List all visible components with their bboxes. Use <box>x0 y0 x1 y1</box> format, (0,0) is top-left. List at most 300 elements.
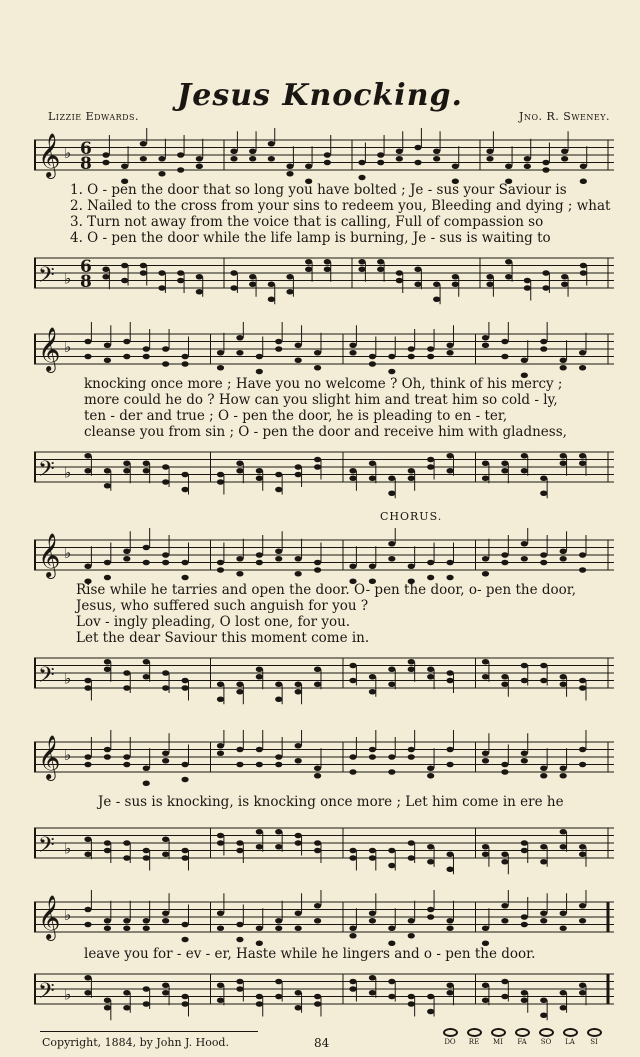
note-head-icon <box>443 1028 458 1037</box>
time-signature-denominator: 8 <box>80 154 92 174</box>
note-head-icon <box>217 350 224 356</box>
note-head-icon <box>524 278 531 284</box>
note-head-icon <box>433 296 440 302</box>
note-head-icon <box>521 997 528 1003</box>
system-5-bass-staff <box>34 962 614 1028</box>
note-head-icon <box>275 925 282 931</box>
note-head-icon <box>560 773 567 779</box>
note-head-icon <box>427 464 434 470</box>
note-head-icon <box>540 552 547 558</box>
note-head-icon <box>275 472 282 478</box>
note-head-icon <box>482 982 489 988</box>
note-head-icon <box>521 848 528 854</box>
note-head-icon <box>521 357 528 363</box>
lyricist-credit: Lizzie Edwards. <box>48 110 140 123</box>
note-head-icon <box>236 335 243 341</box>
note-head-icon <box>501 762 508 768</box>
note-head-icon <box>275 346 282 352</box>
note-head-icon <box>482 659 489 665</box>
note-head-icon <box>256 674 263 680</box>
note-head-icon <box>521 663 528 669</box>
solfege-syllable: DO <box>444 1038 456 1046</box>
note-head-icon <box>295 556 302 562</box>
note-head-icon <box>256 844 263 850</box>
bass-clef-icon: 𝄢 <box>38 263 55 293</box>
note-head-icon <box>143 986 150 992</box>
note-head-icon <box>230 156 237 162</box>
note-head-icon <box>501 859 508 865</box>
note-head-icon <box>482 997 489 1003</box>
note-head-icon <box>84 836 91 842</box>
note-head-icon <box>369 361 376 367</box>
note-head-icon <box>349 563 356 569</box>
note-head-icon <box>501 769 508 775</box>
note-head-icon <box>579 990 586 996</box>
note-head-icon <box>482 556 489 562</box>
note-head-icon <box>268 296 275 302</box>
note-head-icon <box>143 468 150 474</box>
note-head-icon <box>104 468 111 474</box>
note-head-icon <box>217 982 224 988</box>
note-head-icon <box>256 762 263 768</box>
note-head-icon <box>275 754 282 760</box>
note-head-icon <box>349 986 356 992</box>
note-head-icon <box>540 346 547 352</box>
note-head-icon <box>217 925 224 931</box>
lyric-line: 1. O - pen the door that so long you have bolted ; Je - sus your Saviour is <box>70 182 567 198</box>
note-head-icon <box>369 689 376 695</box>
note-head-icon <box>295 681 302 687</box>
note-head-icon <box>540 844 547 850</box>
note-head-icon <box>84 762 91 768</box>
note-head-icon <box>349 855 356 861</box>
note-head-icon <box>123 762 130 768</box>
note-head-icon <box>104 666 111 672</box>
note-head-icon <box>236 986 243 992</box>
note-head-icon <box>427 346 434 352</box>
note-head-icon <box>314 918 321 924</box>
solfege-note <box>560 1028 580 1046</box>
note-head-icon <box>286 289 293 295</box>
note-head-icon <box>579 903 586 909</box>
note-head-icon <box>561 156 568 162</box>
note-head-icon <box>486 281 493 287</box>
page-number: 84 <box>314 1036 330 1050</box>
solfege-note <box>440 1028 460 1046</box>
note-head-icon <box>143 925 150 931</box>
note-head-icon <box>275 762 282 768</box>
note-head-icon <box>123 339 130 345</box>
note-head-icon <box>369 918 376 924</box>
flat-icon: ♭ <box>64 985 72 1004</box>
note-head-icon <box>181 777 188 783</box>
bass-staff-1 <box>34 246 614 312</box>
note-head-icon <box>524 163 531 169</box>
bass-clef-icon: 𝄢 <box>38 663 55 693</box>
note-head-icon <box>123 548 130 554</box>
note-head-icon <box>501 918 508 924</box>
note-head-icon <box>427 773 434 779</box>
note-head-icon <box>540 475 547 481</box>
note-head-icon <box>123 460 130 466</box>
note-head-icon <box>102 274 109 280</box>
note-head-icon <box>123 1005 130 1011</box>
note-head-icon <box>140 263 147 269</box>
note-head-icon <box>486 148 493 154</box>
note-head-icon <box>349 925 356 931</box>
note-head-icon <box>446 670 453 676</box>
note-head-icon <box>295 925 302 931</box>
note-head-icon <box>560 556 567 562</box>
note-head-icon <box>433 148 440 154</box>
note-head-icon <box>181 354 188 360</box>
note-head-icon <box>236 922 243 928</box>
note-head-icon <box>408 1001 415 1007</box>
lyric-line: Let the dear Saviour this moment come in. <box>76 630 370 646</box>
note-head-icon <box>501 903 508 909</box>
note-head-icon <box>414 145 421 151</box>
note-head-icon <box>560 829 567 835</box>
note-head-icon <box>256 747 263 753</box>
note-head-icon <box>560 365 567 371</box>
note-head-icon <box>295 990 302 996</box>
solfege-syllable: FA <box>517 1038 527 1046</box>
note-head-icon <box>162 758 169 764</box>
note-head-icon <box>482 851 489 857</box>
note-head-icon <box>540 678 547 684</box>
note-head-icon <box>181 855 188 861</box>
note-head-icon <box>377 160 384 166</box>
note-head-icon <box>217 472 224 478</box>
note-head-icon <box>540 918 547 924</box>
lyric-line: Jesus, who suffered such anguish for you ? <box>76 598 369 614</box>
note-head-icon <box>433 281 440 287</box>
note-head-icon <box>236 979 243 985</box>
treble-staff-4 <box>34 730 614 792</box>
note-head-icon <box>314 994 321 1000</box>
note-head-icon <box>143 780 150 786</box>
note-head-icon <box>427 354 434 360</box>
note-head-icon <box>314 457 321 463</box>
note-head-icon <box>388 556 395 562</box>
note-head-icon <box>314 765 321 771</box>
note-head-icon <box>560 460 567 466</box>
note-head-icon <box>256 925 263 931</box>
note-head-icon <box>580 263 587 269</box>
note-head-icon <box>314 1001 321 1007</box>
lyric-line: knocking once more ; Have you no welcome ? Oh, think of his mercy ; <box>84 376 563 392</box>
note-head-icon <box>162 552 169 558</box>
note-head-icon <box>104 997 111 1003</box>
note-head-icon <box>275 918 282 924</box>
note-head-icon <box>217 750 224 756</box>
note-head-icon <box>295 743 302 749</box>
note-head-icon <box>482 475 489 481</box>
treble-clef-icon: 𝄞 <box>38 533 61 577</box>
note-head-icon <box>542 167 549 173</box>
note-head-icon <box>369 848 376 854</box>
flat-icon: ♭ <box>64 338 72 356</box>
flat-icon: ♭ <box>64 544 72 562</box>
note-head-icon <box>196 274 203 280</box>
note-head-icon <box>579 762 586 768</box>
note-head-icon <box>162 982 169 988</box>
note-head-icon <box>408 855 415 861</box>
note-head-icon <box>446 990 453 996</box>
note-head-icon <box>505 274 512 280</box>
note-head-icon <box>427 674 434 680</box>
note-head-icon <box>143 659 150 665</box>
note-head-icon <box>414 281 421 287</box>
note-head-icon <box>196 289 203 295</box>
note-head-icon <box>446 575 453 581</box>
note-head-icon <box>104 483 111 489</box>
note-head-icon <box>143 346 150 352</box>
note-head-icon <box>427 765 434 771</box>
note-head-icon <box>143 460 150 466</box>
note-head-icon <box>408 475 415 481</box>
note-head-icon <box>162 990 169 996</box>
note-head-icon <box>540 773 547 779</box>
note-head-icon <box>249 156 256 162</box>
note-head-icon <box>324 259 331 265</box>
note-head-icon <box>177 270 184 276</box>
note-head-icon <box>482 844 489 850</box>
note-head-icon <box>482 750 489 756</box>
note-head-icon <box>414 266 421 272</box>
note-head-icon <box>561 148 568 154</box>
note-head-icon <box>162 361 169 367</box>
treble-clef-icon: 𝄞 <box>38 895 61 939</box>
note-head-icon <box>236 937 243 943</box>
note-head-icon <box>369 754 376 760</box>
note-head-icon <box>579 844 586 850</box>
note-head-icon <box>446 453 453 459</box>
note-head-icon <box>104 848 111 854</box>
note-head-icon <box>452 274 459 280</box>
note-head-icon <box>181 848 188 854</box>
note-head-icon <box>349 979 356 985</box>
note-head-icon <box>486 274 493 280</box>
note-head-icon <box>314 681 321 687</box>
note-head-icon <box>162 910 169 916</box>
note-head-icon <box>446 762 453 768</box>
note-head-icon <box>396 270 403 276</box>
flat-icon: ♭ <box>64 144 72 162</box>
system-2-lyrics <box>84 376 567 440</box>
note-head-icon <box>560 765 567 771</box>
note-head-icon <box>501 460 508 466</box>
note-head-icon <box>579 460 586 466</box>
note-head-icon <box>123 556 130 562</box>
note-head-icon <box>84 685 91 691</box>
note-head-icon <box>408 747 415 753</box>
note-head-icon <box>295 571 302 577</box>
system-4-bass-staff <box>34 816 614 882</box>
note-head-icon <box>256 1001 263 1007</box>
note-head-icon <box>230 285 237 291</box>
note-head-icon <box>121 278 128 284</box>
note-head-icon <box>143 674 150 680</box>
note-head-icon <box>295 342 302 348</box>
note-head-icon <box>217 560 224 566</box>
note-head-icon <box>540 663 547 669</box>
note-head-icon <box>162 346 169 352</box>
treble-clef-icon: 𝄞 <box>38 327 61 371</box>
note-head-icon <box>275 339 282 345</box>
note-head-icon <box>580 163 587 169</box>
note-head-icon <box>540 339 547 345</box>
note-head-icon <box>446 918 453 924</box>
note-head-icon <box>196 163 203 169</box>
note-head-icon <box>388 369 395 375</box>
note-head-icon <box>349 769 356 775</box>
note-head-icon <box>314 350 321 356</box>
note-head-icon <box>560 844 567 850</box>
note-head-icon <box>104 342 111 348</box>
note-head-icon <box>181 762 188 768</box>
note-head-icon <box>388 863 395 869</box>
note-head-icon <box>84 354 91 360</box>
note-head-icon <box>501 674 508 680</box>
note-head-icon <box>369 910 376 916</box>
note-head-icon <box>104 575 111 581</box>
note-head-icon <box>446 982 453 988</box>
note-head-icon <box>84 678 91 684</box>
note-head-icon <box>515 1028 530 1037</box>
note-head-icon <box>84 907 91 913</box>
note-head-icon <box>369 460 376 466</box>
note-head-icon <box>563 1028 578 1037</box>
note-head-icon <box>158 171 165 177</box>
flat-icon: ♭ <box>64 906 72 924</box>
note-head-icon <box>414 160 421 166</box>
note-head-icon <box>349 350 356 356</box>
note-head-icon <box>102 152 109 158</box>
chorus-label: CHORUS. <box>380 510 443 523</box>
note-head-icon <box>408 918 415 924</box>
note-head-icon <box>256 475 263 481</box>
note-head-icon <box>540 490 547 496</box>
note-head-icon <box>349 933 356 939</box>
note-head-icon <box>268 141 275 147</box>
treble-staff-1 <box>34 128 614 190</box>
note-head-icon <box>217 696 224 702</box>
note-head-icon <box>408 666 415 672</box>
note-head-icon <box>427 575 434 581</box>
note-head-icon <box>158 156 165 162</box>
note-head-icon <box>579 567 586 573</box>
note-head-icon <box>256 468 263 474</box>
note-head-icon <box>408 354 415 360</box>
note-head-icon <box>123 855 130 861</box>
note-head-icon <box>256 829 263 835</box>
note-head-icon <box>377 152 384 158</box>
note-head-icon <box>579 365 586 371</box>
note-head-icon <box>482 758 489 764</box>
note-head-icon <box>295 840 302 846</box>
note-head-icon <box>540 859 547 865</box>
solfege-syllable: LA <box>565 1038 575 1046</box>
note-head-icon <box>579 552 586 558</box>
note-head-icon <box>295 464 302 470</box>
note-head-icon <box>275 681 282 687</box>
note-head-icon <box>256 560 263 566</box>
time-signature-denominator: 8 <box>80 272 92 292</box>
note-head-icon <box>388 541 395 547</box>
note-head-icon <box>181 487 188 493</box>
note-head-icon <box>579 851 586 857</box>
note-head-icon <box>104 357 111 363</box>
note-head-icon <box>452 281 459 287</box>
note-head-icon <box>446 851 453 857</box>
note-head-icon <box>181 575 188 581</box>
note-head-icon <box>256 354 263 360</box>
lyric-line: ten - der and true ; O - pen the door, he is pleading to en - ter, <box>84 408 508 424</box>
solfege-syllable: RE <box>468 1038 480 1046</box>
note-head-icon <box>542 160 549 166</box>
note-head-icon <box>521 990 528 996</box>
note-head-icon <box>505 163 512 169</box>
note-head-icon <box>104 754 111 760</box>
note-head-icon <box>396 156 403 162</box>
note-head-icon <box>295 1005 302 1011</box>
note-head-icon <box>162 670 169 676</box>
note-head-icon <box>236 689 243 695</box>
note-head-icon <box>446 925 453 931</box>
system-3-treble-staff <box>34 528 614 590</box>
note-head-icon <box>295 833 302 839</box>
note-head-icon <box>324 160 331 166</box>
note-head-icon <box>177 152 184 158</box>
note-head-icon <box>358 266 365 272</box>
solfege-note <box>512 1028 532 1046</box>
note-head-icon <box>408 933 415 939</box>
note-head-icon <box>181 472 188 478</box>
note-head-icon <box>158 285 165 291</box>
note-head-icon <box>369 475 376 481</box>
note-head-icon <box>377 266 384 272</box>
note-head-icon <box>349 468 356 474</box>
note-head-icon <box>162 851 169 857</box>
solfege-syllable: MI <box>493 1038 503 1046</box>
note-head-icon <box>482 335 489 341</box>
note-head-icon <box>181 560 188 566</box>
note-head-icon <box>104 747 111 753</box>
note-head-icon <box>162 479 169 485</box>
note-head-icon <box>349 754 356 760</box>
note-head-icon <box>388 666 395 672</box>
note-head-icon <box>560 910 567 916</box>
lyric-line: 4. O - pen the door while the life lamp is burning, Je - sus is waiting to <box>70 230 551 246</box>
note-head-icon <box>275 829 282 835</box>
note-head-icon <box>249 281 256 287</box>
footer-rule <box>40 1031 258 1032</box>
solfege-syllable: SO <box>540 1038 552 1046</box>
bass-staff-3 <box>34 646 614 712</box>
note-head-icon <box>349 475 356 481</box>
note-head-icon <box>143 918 150 924</box>
note-head-icon <box>369 855 376 861</box>
note-head-icon <box>349 848 356 854</box>
treble-clef-icon: 𝄞 <box>38 133 61 177</box>
note-head-icon <box>236 350 243 356</box>
note-head-icon <box>560 1005 567 1011</box>
note-head-icon <box>505 259 512 265</box>
note-head-icon <box>104 918 111 924</box>
note-head-icon <box>230 270 237 276</box>
note-head-icon <box>388 979 395 985</box>
